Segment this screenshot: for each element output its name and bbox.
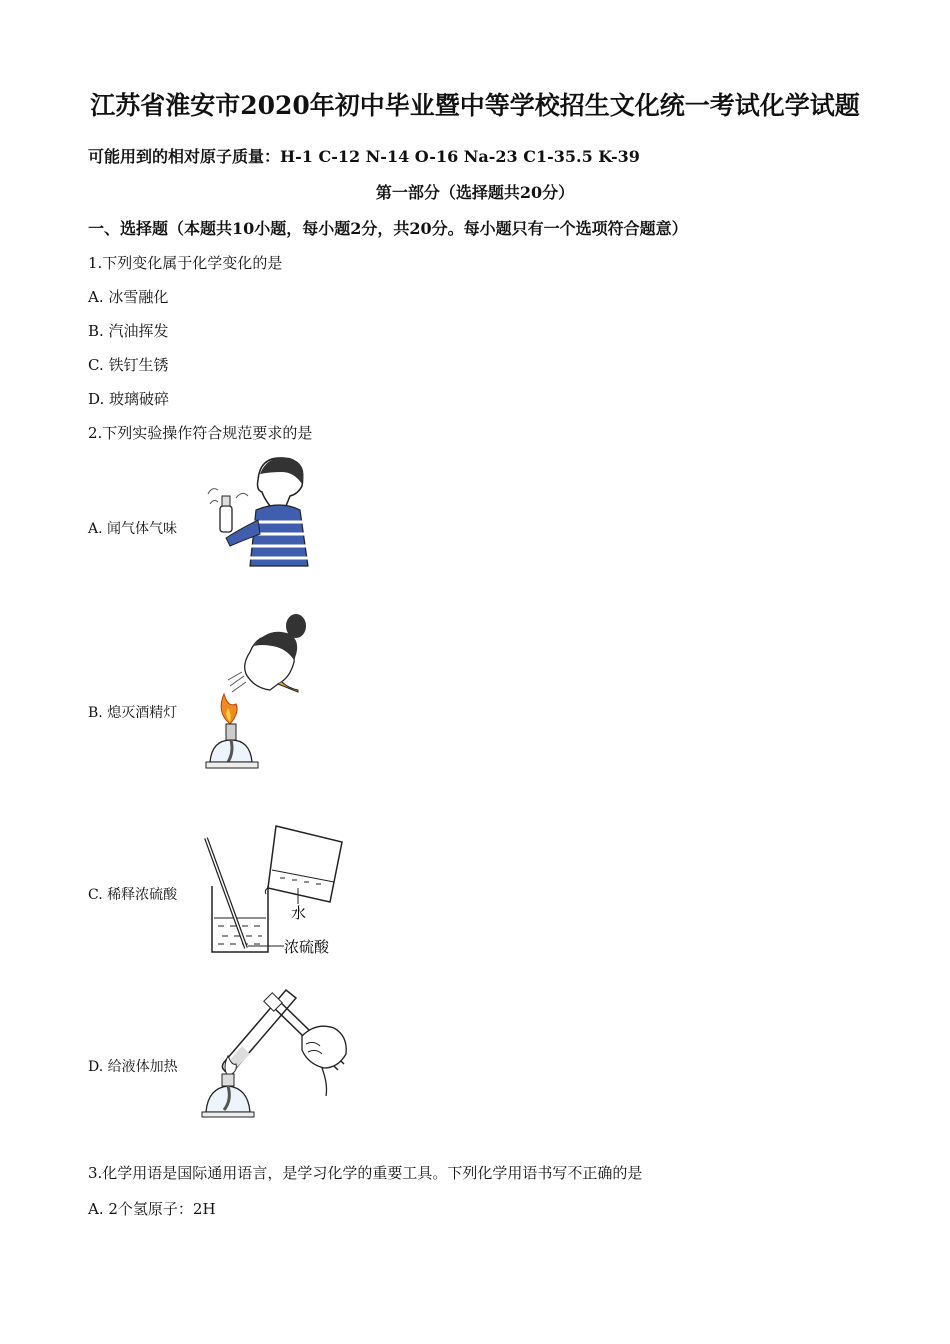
- part-heading: 第一部分（选择题共20分）: [375, 183, 575, 202]
- exam-title: 江苏省淮安市2020年初中毕业暨中等学校招生文化统一考试化学试题: [90, 91, 860, 120]
- q1-option-c: C. 铁钉生锈: [88, 356, 169, 374]
- q1-stem: 1.下列变化属于化学变化的是: [88, 254, 283, 272]
- blowing-out-lamp-illustration: [198, 612, 318, 782]
- q1-option-d: D. 玻璃破碎: [88, 390, 170, 408]
- acid-label: 浓硫酸: [284, 938, 330, 956]
- section-heading: 一、选择题（本题共10小题，每小题2分，共20分。每小题只有一个选项符合题意）: [88, 219, 688, 238]
- q2-stem: 2.下列实验操作符合规范要求的是: [88, 424, 313, 442]
- heating-liquid-illustration: [198, 984, 358, 1119]
- q3-stem: 3.化学用语是国际通用语言，是学习化学的重要工具。下列化学用语书写不正确的是: [88, 1164, 643, 1182]
- q2-option-b: B. 熄灭酒精灯: [88, 705, 178, 721]
- q1-option-a: A. 冰雪融化: [88, 288, 169, 306]
- q1-option-b: B. 汽油挥发: [88, 322, 169, 340]
- q2-option-a: A. 闻气体气味: [88, 521, 178, 537]
- q2-option-c: C. 稀释浓硫酸: [88, 887, 178, 903]
- diluting-acid-illustration: [198, 818, 358, 963]
- q2-option-d: D. 给液体加热: [88, 1059, 178, 1075]
- q3-option-a: A. 2个氢原子：2H: [88, 1200, 216, 1218]
- atomic-masses-line: 可能用到的相对原子质量：H-1 C-12 N-14 O-16 Na-23 C1-35.5 K-39: [88, 147, 640, 166]
- water-label: 水: [291, 904, 307, 922]
- smelling-gas-illustration: [198, 450, 318, 570]
